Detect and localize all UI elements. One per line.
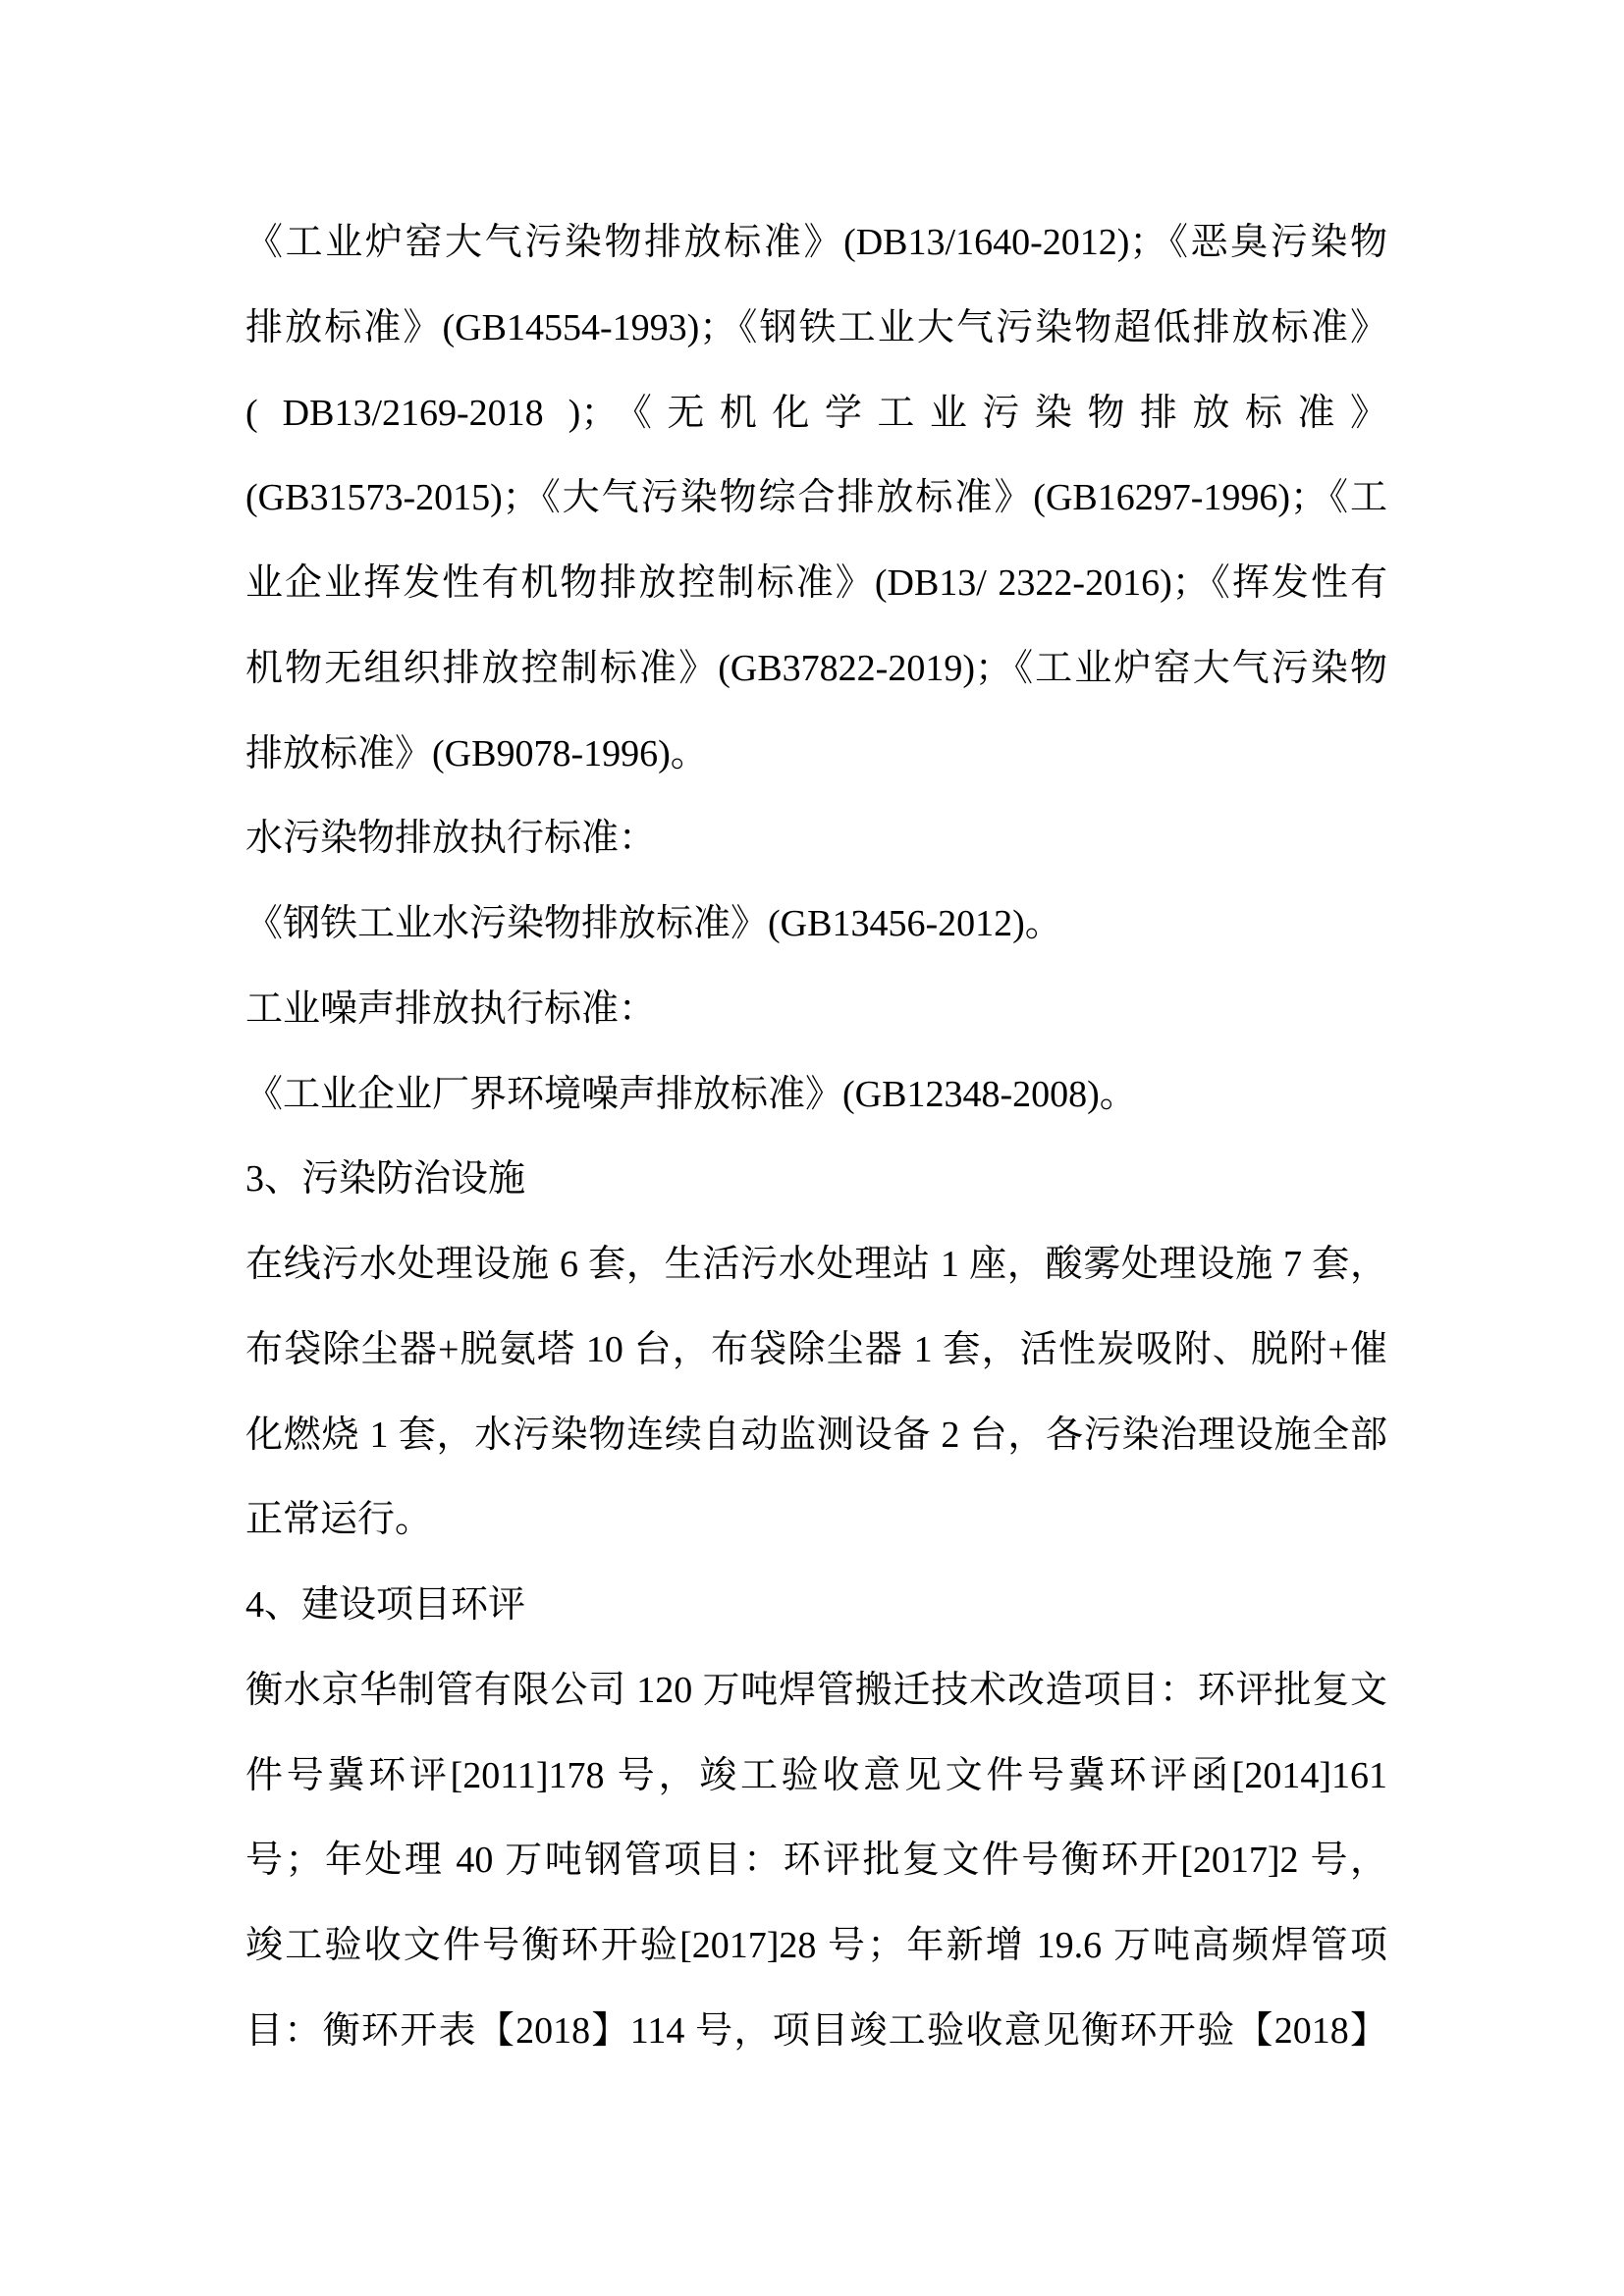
text-line: 在线污水处理设施 6 套，生活污水处理站 1 座，酸雾处理设施 7 套， [245,1244,1387,1285]
text-line: 号；年处理 40 万吨钢管项目：环评批复文件号衡环开[2017]2 号， [245,1840,1387,1882]
text-line: 《工业企业厂界环境噪声排放标准》(GB12348-2008)。 [245,1073,1137,1115]
section-heading: 4、建设项目环评 [245,1584,526,1626]
text-line: ( DB13/2169-2018 )；《无机化学工业污染物排放标准》 [245,392,1387,434]
text-line: 业企业挥发性有机物排放控制标准》(DB13/ 2322-2016)；《挥发性有 [245,562,1387,604]
text-line: 目：衡环开表【2018】114 号，项目竣工验收意见衡环开验【2018】 [245,2009,1387,2052]
text-line: 水污染物排放执行标准： [245,818,657,860]
text-line: 衡水京华制管有限公司 120 万吨焊管搬迁技术改造项目：环评批复文 [245,1669,1387,1711]
text-line: 布袋除尘器+脱氨塔 10 台，布袋除尘器 1 套，活性炭吸附、脱附+催 [245,1328,1387,1370]
document-text-block [245,200,1387,2074]
text-line: 工业噪声排放执行标准： [245,988,657,1030]
text-line: 机物无组织排放控制标准》(GB37822-2019)；《工业炉窑大气污染物 [245,647,1387,689]
text-line: 件号冀环评[2011]178 号，竣工验收意见文件号冀环评函[2014]161 [245,1754,1387,1796]
text-line: 排放标准》(GB9078-1996)。 [245,732,708,774]
text-line: (GB31573-2015)；《大气污染物综合排放标准》(GB16297-1996)；《工 [245,477,1387,519]
text-line: 化燃烧 1 套，水污染物连续自动监测设备 2 台，各污染治理设施全部 [245,1414,1387,1456]
text-line: 竣工验收文件号衡环开验[2017]28 号；年新增 19.6 万吨高频焊管项 [245,1925,1387,1966]
text-line: 《工业炉窑大气污染物排放标准》(DB13/1640-2012)；《恶臭污染物 [245,222,1387,263]
text-line: 正常运行。 [245,1499,433,1541]
text-line: 排放标准》(GB14554-1993)；《钢铁工业大气污染物超低排放标准》 [245,306,1387,348]
section-heading: 3、污染防治设施 [245,1158,526,1201]
text-line: 《钢铁工业水污染物排放标准》(GB13456-2012)。 [245,903,1062,944]
